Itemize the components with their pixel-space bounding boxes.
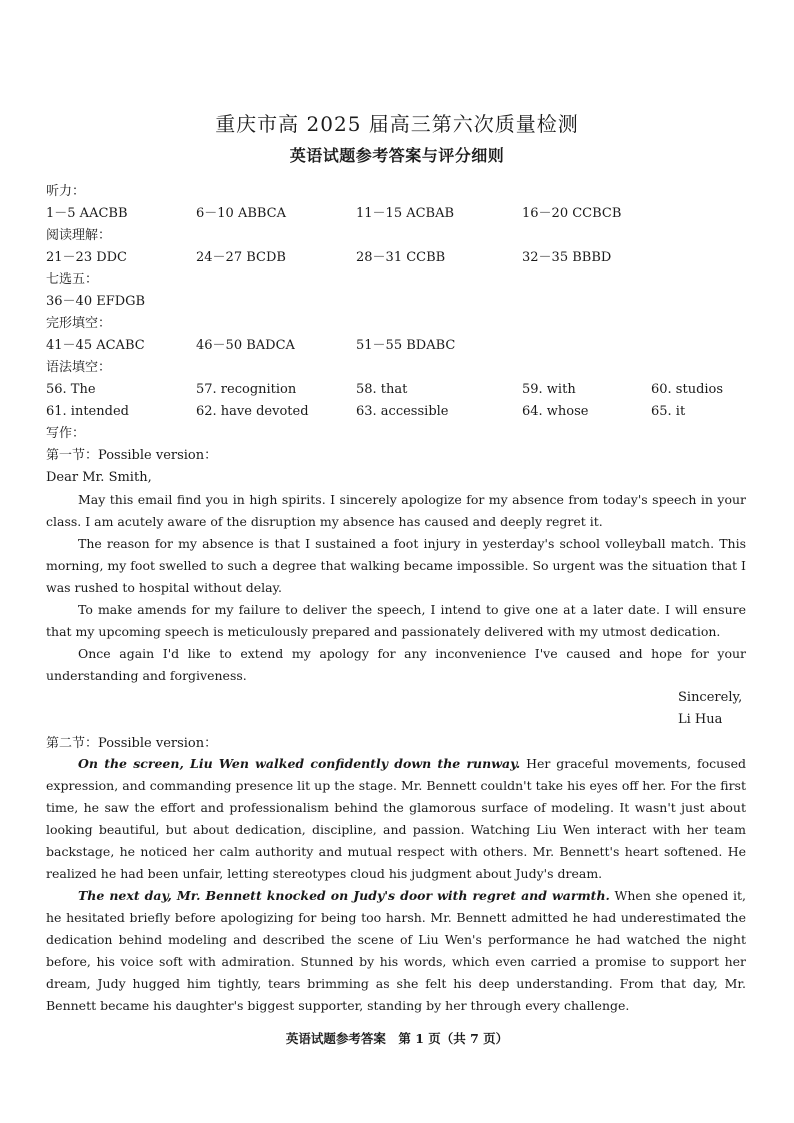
- grammar-answer: 59. with: [522, 382, 576, 397]
- letter-paragraph: To make amends for my failure to deliver the speech, I intend to give one at a later date. I will ensure that my upcoming speech is meticulously prepared and passionately delivered with my utmost dedication.: [46, 602, 746, 639]
- answer-group: 36－40 EFDGB: [46, 294, 146, 309]
- grammar-answer: 62. have devoted: [196, 404, 309, 419]
- grammar-answer: 63. accessible: [356, 404, 449, 419]
- story-paragraph: [46, 885, 746, 1017]
- answer-group: 1－5 AACBB: [46, 206, 128, 221]
- reading-label: 阅读理解：: [46, 228, 112, 243]
- answer-group: 41－45 ACABC: [46, 338, 145, 353]
- letter-paragraph: Once again I'd like to extend my apology for any inconvenience I've caused and hope for your understanding and forgiveness.: [46, 646, 746, 683]
- answer-group: 24－27 BCDB: [196, 250, 286, 265]
- story-paragraph: [46, 753, 746, 885]
- page-subtitle: 英语试题参考答案与评分细则: [289, 146, 505, 165]
- answer-group: 11－15 ACBAB: [356, 206, 455, 221]
- letter-closing: Sincerely,: [678, 690, 743, 705]
- seven-choose-five-label: 七选五：: [46, 272, 99, 287]
- grammar-answer: 57. recognition: [196, 382, 297, 397]
- grammar-answer: 58. that: [356, 382, 408, 397]
- answer-group: 28－31 CCBB: [356, 250, 446, 265]
- letter-paragraph: May this email find you in high spirits. I sincerely apologize for my absence from today's speech in your class. I am acutely aware of the disruption my absence has caused and deeply regret it.: [46, 492, 746, 529]
- answer-group: 32－35 BBBD: [522, 250, 612, 265]
- grammar-answer: 56. The: [46, 382, 96, 397]
- story-lead-sentence: On the screen, Liu Wen walked confidently down the runway.: [78, 756, 521, 771]
- grammar-answer: 65. it: [651, 404, 686, 419]
- answer-group: 6－10 ABBCA: [196, 206, 287, 221]
- story-body: When she opened it, he hesitated briefly before apologizing for being too harsh. Mr. Bennett admitted he had underestimated the dedication behind modeling and described the scene of Liu Wen's performance he had watched the night before, his voice soft with admiration. Stunned by his words, which even carried a promise to support her dream, Judy hugged him tightly, tears brimming as she felt his deep understanding. From that day, Mr. Bennett became his daughter's biggest supporter, standing by her through every challenge.: [46, 888, 746, 1013]
- grammar-answer: 60. studios: [651, 382, 724, 397]
- grammar-answer: 61. intended: [46, 404, 129, 419]
- answer-group: 21－23 DDC: [46, 250, 128, 265]
- story-lead-sentence: The next day, Mr. Bennett knocked on Judy's door with regret and warmth.: [78, 888, 610, 903]
- cloze-label: 完形填空：: [46, 316, 112, 331]
- grammar-label: 语法填空：: [46, 360, 112, 375]
- letter-salutation: Dear Mr. Smith,: [46, 470, 152, 485]
- story-body: Her graceful movements, focused expression, and commanding presence lit up the stage. Mr. Bennett couldn't take his eyes off her. For the first time, he saw the effort and professionalism behind the glamorous surface of modeling. It wasn't just about looking beautiful, but about dedication, discipline, and passion. Watching Liu Wen interact with her team backstage, he noticed her calm authority and mutual respect with others. Mr. Bennett's heart softened. He realized he had been unfair, letting stereotypes cloud his judgment about Judy's dream.: [46, 756, 746, 881]
- page-title: 重庆市高 2025 届高三第六次质量检测: [215, 112, 579, 136]
- letter-signature: Li Hua: [678, 712, 723, 727]
- answer-group: 46－50 BADCA: [196, 338, 295, 353]
- listening-label: 听力：: [46, 184, 86, 199]
- grammar-answer: 64. whose: [522, 404, 589, 419]
- answer-group: 51－55 BDABC: [356, 338, 456, 353]
- page-footer: 英语试题参考答案 第 1 页（共 7 页）: [285, 1031, 509, 1046]
- letter-paragraph: The reason for my absence is that I sustained a foot injury in yesterday's school volleyball match. This morning, my foot swelled to such a degree that walking became impossible. So urgent was the situation that I was rushed to hospital without delay.: [46, 536, 746, 595]
- writing-part1-label: 第一节：Possible version：: [46, 448, 218, 463]
- writing-part2-label: 第二节：Possible version：: [46, 736, 218, 751]
- writing-label: 写作：: [46, 426, 86, 441]
- answer-group: 16－20 CCBCB: [522, 206, 622, 221]
